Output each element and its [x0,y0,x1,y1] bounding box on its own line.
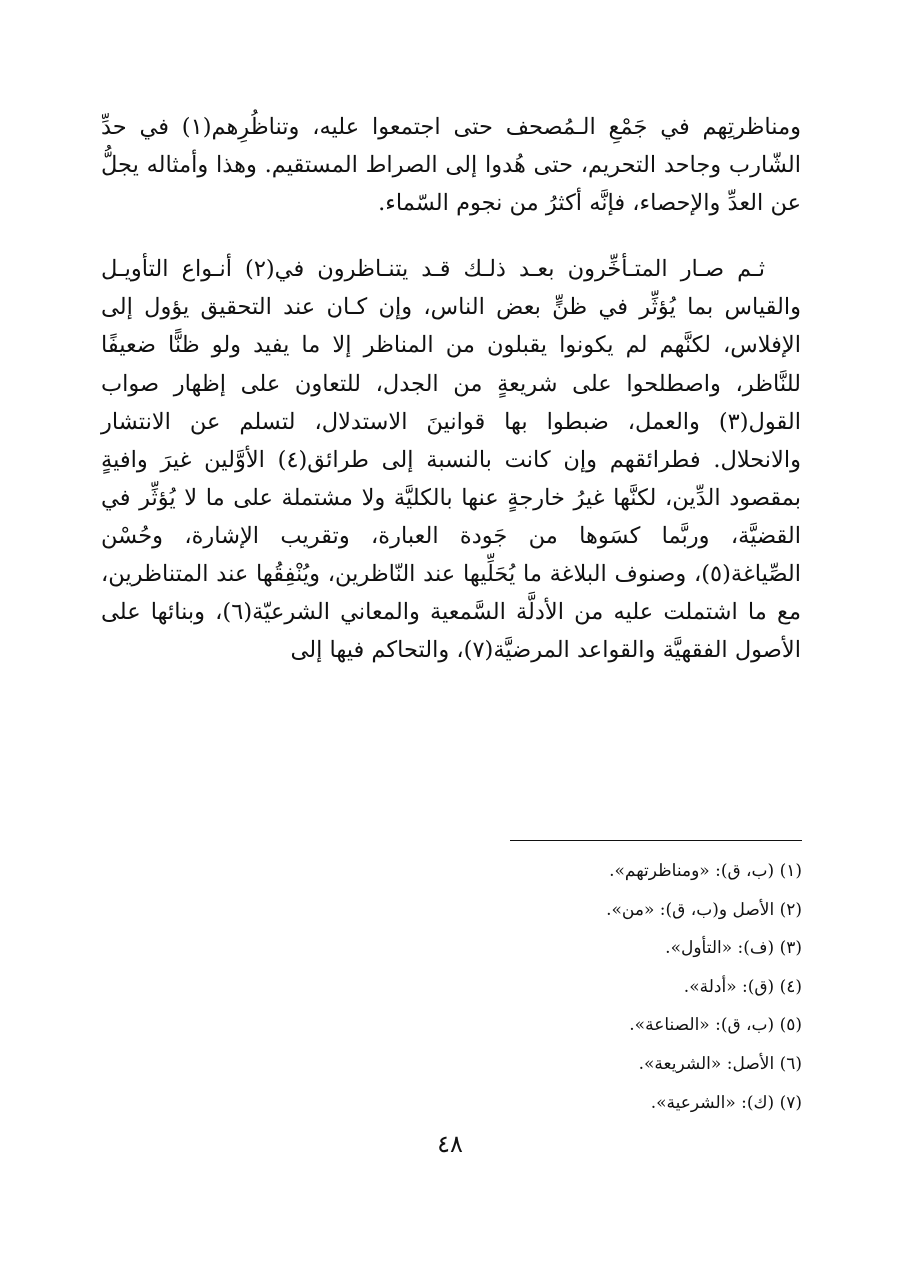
main-text [101,108,801,669]
footnote-1: (١) (ب، ق): «ومناظرتهم». [609,861,802,881]
footnote-7: (٧) (ك): «الشرعية». [650,1092,802,1113]
footnote-5: (٥) (ب، ق): «الصناعة». [629,1015,802,1036]
footnote-6: (٦) الأصل: «الشريعة». [638,1053,802,1074]
page-number: ٤٨ [437,1130,463,1158]
footnote-3: (٣) (ف): «التأول». [665,938,802,959]
footnote-4: (٤) (ق): «أدلة». [683,976,802,997]
footnotes-list [202,852,802,1122]
paragraph-1: ومناظرتِهم في جَمْعِ الـمُصحف حتى اجتمعوا عليه، وتناظُرِهم(١) في حدِّ الشّارب وجاحد التحريم، حتى هُدوا إلى الصراط المستقيم. وهذا وأمثاله يجلُّ عن العدِّ والإحصاء، فإنَّه أكثرُ من نجوم السّماء. [101,114,801,217]
footnote-2: (٢) الأصل و(ب، ق): «من». [606,899,802,920]
footnote-divider [510,840,802,841]
paragraph-2: ثـم صـار المتـأخِّرون بعـد ذلـك قـد يتنـاظرون في(٢) أنـواع التأويـل والقياس بما يُؤثِّر في ظنٍّ بعض الناس، وإن كـان عند التحقيق يؤول إلى الإفلاس، لكنَّهم لم يكونوا يقبلون من المناظر إلا ما يفيد ولو ظنًّا ضعيفًا للنَّاظر، واصطلحوا على شريعةٍ من الجدل، للتعاون على إظهار صواب القول(٣) والعمل، ضبطوا بها قوانينَ الاستدلال، لتسلم عن الانتشار والانحلال. فطرائقهم وإن كانت بالنسبة إلى طرائق(٤) الأوَّلين غيرَ وافيةٍ بمقصود الدِّين، لكنَّها غيرُ خارجةٍ عنها بالكليَّة ولا مشتملة على ما لا يُؤثِّر في القضيَّة، وربَّما كسَوها من جَودة العبارة، وتقريب الإشارة، وحُسْن الصِّياغة(٥)، وصنوف البلاغة ما يُحَلِّيها عند النّاظرين، ويُنْفِقُها عند المتناظرين، مع ما اشتملت عليه من الأدلَّة السَّمعية والمعاني الشرعيّة(٦)، وبنائها على الأصول الفقهيَّة والقواعد المرضيَّة(٧)، والتحاكم فيها إلى [101,256,802,664]
